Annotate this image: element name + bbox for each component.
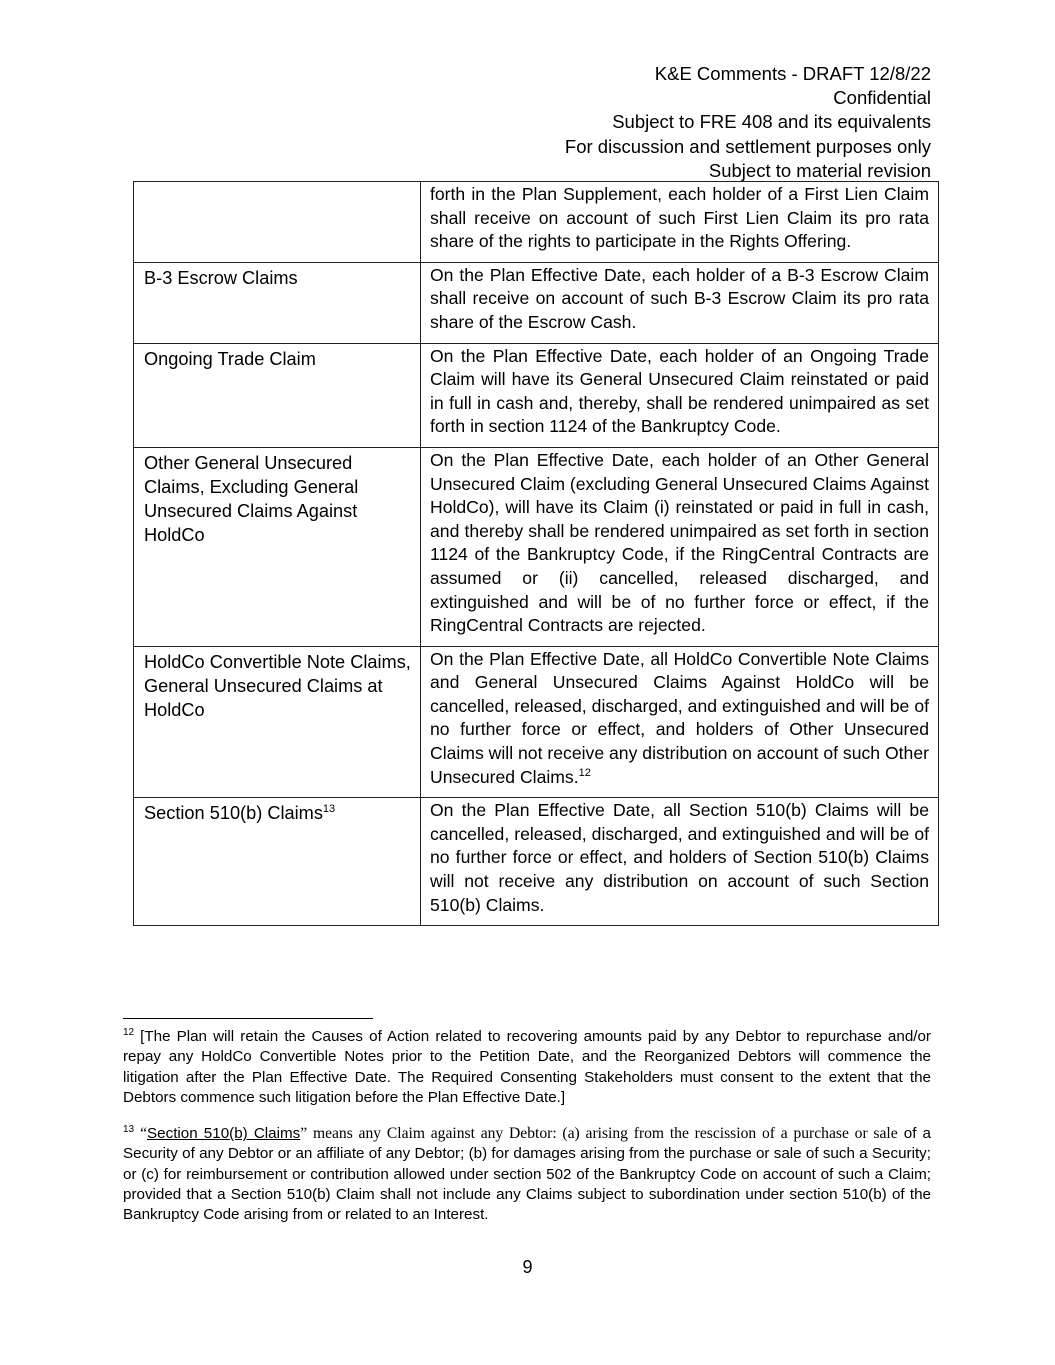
claim-class-cell: Other General Unsecured Claims, Excluding General Unsecured Claims Against HoldCo bbox=[134, 447, 421, 646]
table-row bbox=[134, 182, 939, 263]
claim-class-cell: Ongoing Trade Claim bbox=[134, 343, 421, 447]
claim-treatment-cell bbox=[421, 646, 939, 798]
claims-treatment-table bbox=[133, 181, 939, 926]
header-line-draft: K&E Comments - DRAFT 12/8/22 bbox=[654, 63, 931, 84]
claim-class-cell: B-3 Escrow Claims bbox=[134, 262, 421, 343]
footnote-serif-text: ” means any Claim against any Debtor: (a) arising from the rescission of a purchase or sale bbox=[300, 1125, 898, 1143]
footnote-ref-12[interactable]: 12 bbox=[578, 766, 591, 779]
footnote-text: of a Security of any Debtor or an affiliate of any Debtor; (b) for damages arising from the purchase or sale of such a Security; or (c) for reimbursement or contribution allowed under section 502 of the Bankruptcy Code on account of such a Claim; provided that a Section 510(b) Claim shall not include any Claims subject to subordination under section 510(b) of the Bankruptcy Code arising from or related to an Interest. bbox=[123, 1125, 931, 1224]
footnote-separator bbox=[123, 1018, 373, 1019]
table-row bbox=[134, 646, 939, 798]
header-line-settlement: For discussion and settlement purposes only bbox=[564, 135, 931, 157]
claim-treatment-cell: On the Plan Effective Date, each holder of an Other General Unsecured Claim (excluding General Unsecured Claims Against HoldCo), will have its Claim (i) reinstated or paid in full in cash, and thereby shall be rendered unimpaired as set forth in section 1124 of the Bankruptcy Code, if the RingCentral Contracts are assumed or (ii) cancelled, released discharged, and extinguished and will be of no further force or effect, if the RingCentral Contracts are rejected. bbox=[421, 447, 939, 646]
claim-class-cell bbox=[134, 182, 421, 263]
table-row bbox=[134, 798, 939, 926]
draft-header bbox=[565, 62, 931, 183]
treatment-text: On the Plan Effective Date, all HoldCo Convertible Note Claims and General Unsecured Claims Against HoldCo will be cancelled, released, discharged, and extinguished and will be of no further force or effect, and holders of Other Unsecured Claims will not receive any distribution on account of such Other Unsecured Claims. bbox=[430, 648, 929, 787]
claim-treatment-cell: forth in the Plan Supplement, each holder of a First Lien Claim shall receive on account of such First Lien Claim its pro rata share of the rights to participate in the Rights Offering. bbox=[421, 182, 939, 263]
footnotes bbox=[123, 1027, 931, 1242]
claim-class-cell: HoldCo Convertible Note Claims, General Unsecured Claims at HoldCo bbox=[134, 646, 421, 798]
header-line-confidential: Confidential bbox=[833, 87, 931, 109]
open-quote: “ bbox=[140, 1125, 148, 1143]
footnote-12 bbox=[123, 1027, 931, 1108]
class-text: Section 510(b) Claims bbox=[144, 803, 323, 824]
table-row bbox=[134, 262, 939, 343]
claim-class-cell bbox=[134, 798, 421, 926]
header-line-revision: Subject to material revision bbox=[708, 159, 931, 181]
defined-term: Section 510(b) Claims bbox=[147, 1125, 301, 1143]
footnote-mark: 13 bbox=[123, 1124, 135, 1136]
claim-treatment-cell: On the Plan Effective Date, each holder of a B-3 Escrow Claim shall receive on account of such B-3 Escrow Claim its pro rata share of the Escrow Cash. bbox=[421, 262, 939, 343]
footnote-ref-13[interactable]: 13 bbox=[322, 803, 336, 816]
claim-treatment-cell: On the Plan Effective Date, all Section 510(b) Claims will be cancelled, released, discharged, and extinguished and will be of no further force or effect, and holders of Section 510(b) Claims will not receive any distribution on account of such Section 510(b) Claims. bbox=[421, 798, 939, 926]
footnote-mark: 12 bbox=[123, 1026, 135, 1038]
claim-treatment-cell: On the Plan Effective Date, each holder of an Ongoing Trade Claim will have its General Unsecured Claim reinstated or paid in full in cash and, thereby, shall be rendered unimpaired as set forth in section 1124 of the Bankruptcy Code. bbox=[421, 343, 939, 447]
table-row bbox=[134, 447, 939, 646]
table-row bbox=[134, 343, 939, 447]
footnote-text: [The Plan will retain the Causes of Action related to recovering amounts paid by any Debtor to repurchase and/or repay any HoldCo Convertible Notes prior to the Petition Date, and the Reorganized Debtors will commence the litigation after the Plan Effective Date. The Required Consenting Stakeholders must consent to the extent that the Debtors commence such litigation before the Plan Effective Date.] bbox=[123, 1028, 931, 1106]
page-number: 9 bbox=[522, 1257, 533, 1277]
header-line-fre408: Subject to FRE 408 and its equivalents bbox=[612, 111, 931, 133]
footnote-13 bbox=[123, 1124, 931, 1225]
